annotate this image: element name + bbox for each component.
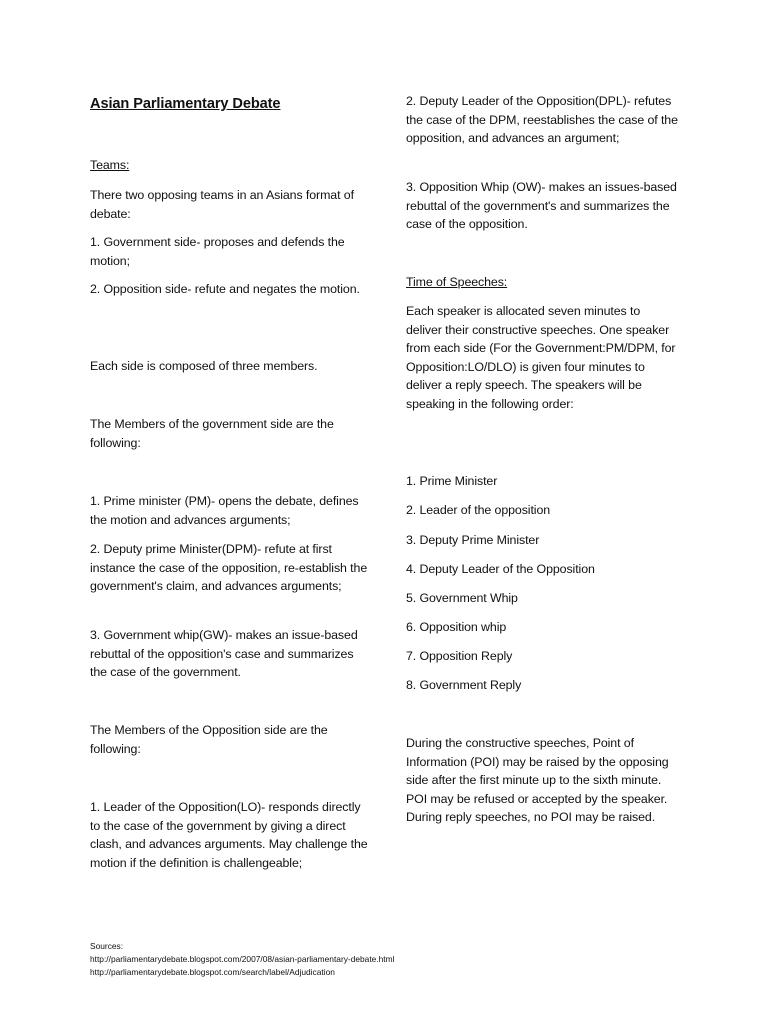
source-link[interactable]: http://parliamentarydebate.blogspot.com/2007/08/asian-parliamentary-debate.html [90,954,395,964]
opp-member-lo: 1. Leader of the Opposition(LO)- responds directly to the case of the government by giving a direct clash, and advances arguments. May challenge the motion if the definition is challengeable; [90,800,368,870]
gov-member-gw: 3. Government whip(GW)- makes an issue-based rebuttal of the opposition's case and summarizes the case of the government. [90,628,358,680]
speaking-order-item: 3. Deputy Prime Minister [406,533,540,547]
teams-heading: Teams: [90,158,130,172]
opp-member-ow: 3. Opposition Whip (OW)- makes an issues-based rebuttal of the government's and summarizes the case of the opposition. [406,180,677,232]
document-title: Asian Parliamentary Debate [90,96,281,112]
teams-intro: There two opposing teams in an Asians format of debate: [90,188,354,221]
poi-paragraph: During the constructive speeches, Point of Information (POI) may be raised by the opposing side after the first minute up to the sixth minute. POI may be refused or accepted by the speaker. During reply speeches, no POI may be raised. [406,736,669,825]
sources-label: Sources: [90,941,124,951]
speaking-order-item: 5. Government Whip [406,591,518,605]
time-of-speeches-heading: Time of Speeches: [406,275,508,289]
gov-member-dpm: 2. Deputy prime Minister(DPM)- refute at first instance the case of the opposition, re-establish the government's claim, and advances arguments; [90,542,368,594]
speaking-order-item: 8. Government Reply [406,678,522,692]
speaking-order-item: 2. Leader of the opposition [406,503,551,517]
speaking-order-item: 1. Prime Minister [406,474,498,488]
sources-block [90,940,690,979]
team-government: 1. Government side- proposes and defends the motion; [90,235,345,268]
opp-members-intro: The Members of the Opposition side are the following: [90,723,328,756]
time-of-speeches-body: Each speaker is allocated seven minutes to deliver their constructive speeches. One speaker from each side (For the Government:PM/DPM, for Opposition:LO/DLO) is given four minutes to deliver a reply speech. The speakers will be speaking in the following order: [406,304,676,411]
gov-members-intro: The Members of the government side are the following: [90,417,334,450]
team-opposition: 2. Opposition side- refute and negates the motion. [90,282,360,296]
composition-text: Each side is composed of three members. [90,359,318,373]
speaking-order-item: 6. Opposition whip [406,620,507,634]
speaking-order-item: 7. Opposition Reply [406,649,513,663]
source-link[interactable]: http://parliamentarydebate.blogspot.com/search/label/Adjudication [90,967,335,977]
gov-member-pm: 1. Prime minister (PM)- opens the debate, defines the motion and advances arguments; [90,494,359,527]
opp-member-dpl: 2. Deputy Leader of the Opposition(DPL)- refutes the case of the DPM, reestablishes the case of the opposition, and advances an argument; [406,94,678,146]
speaking-order-item: 4. Deputy Leader of the Opposition [406,562,595,576]
